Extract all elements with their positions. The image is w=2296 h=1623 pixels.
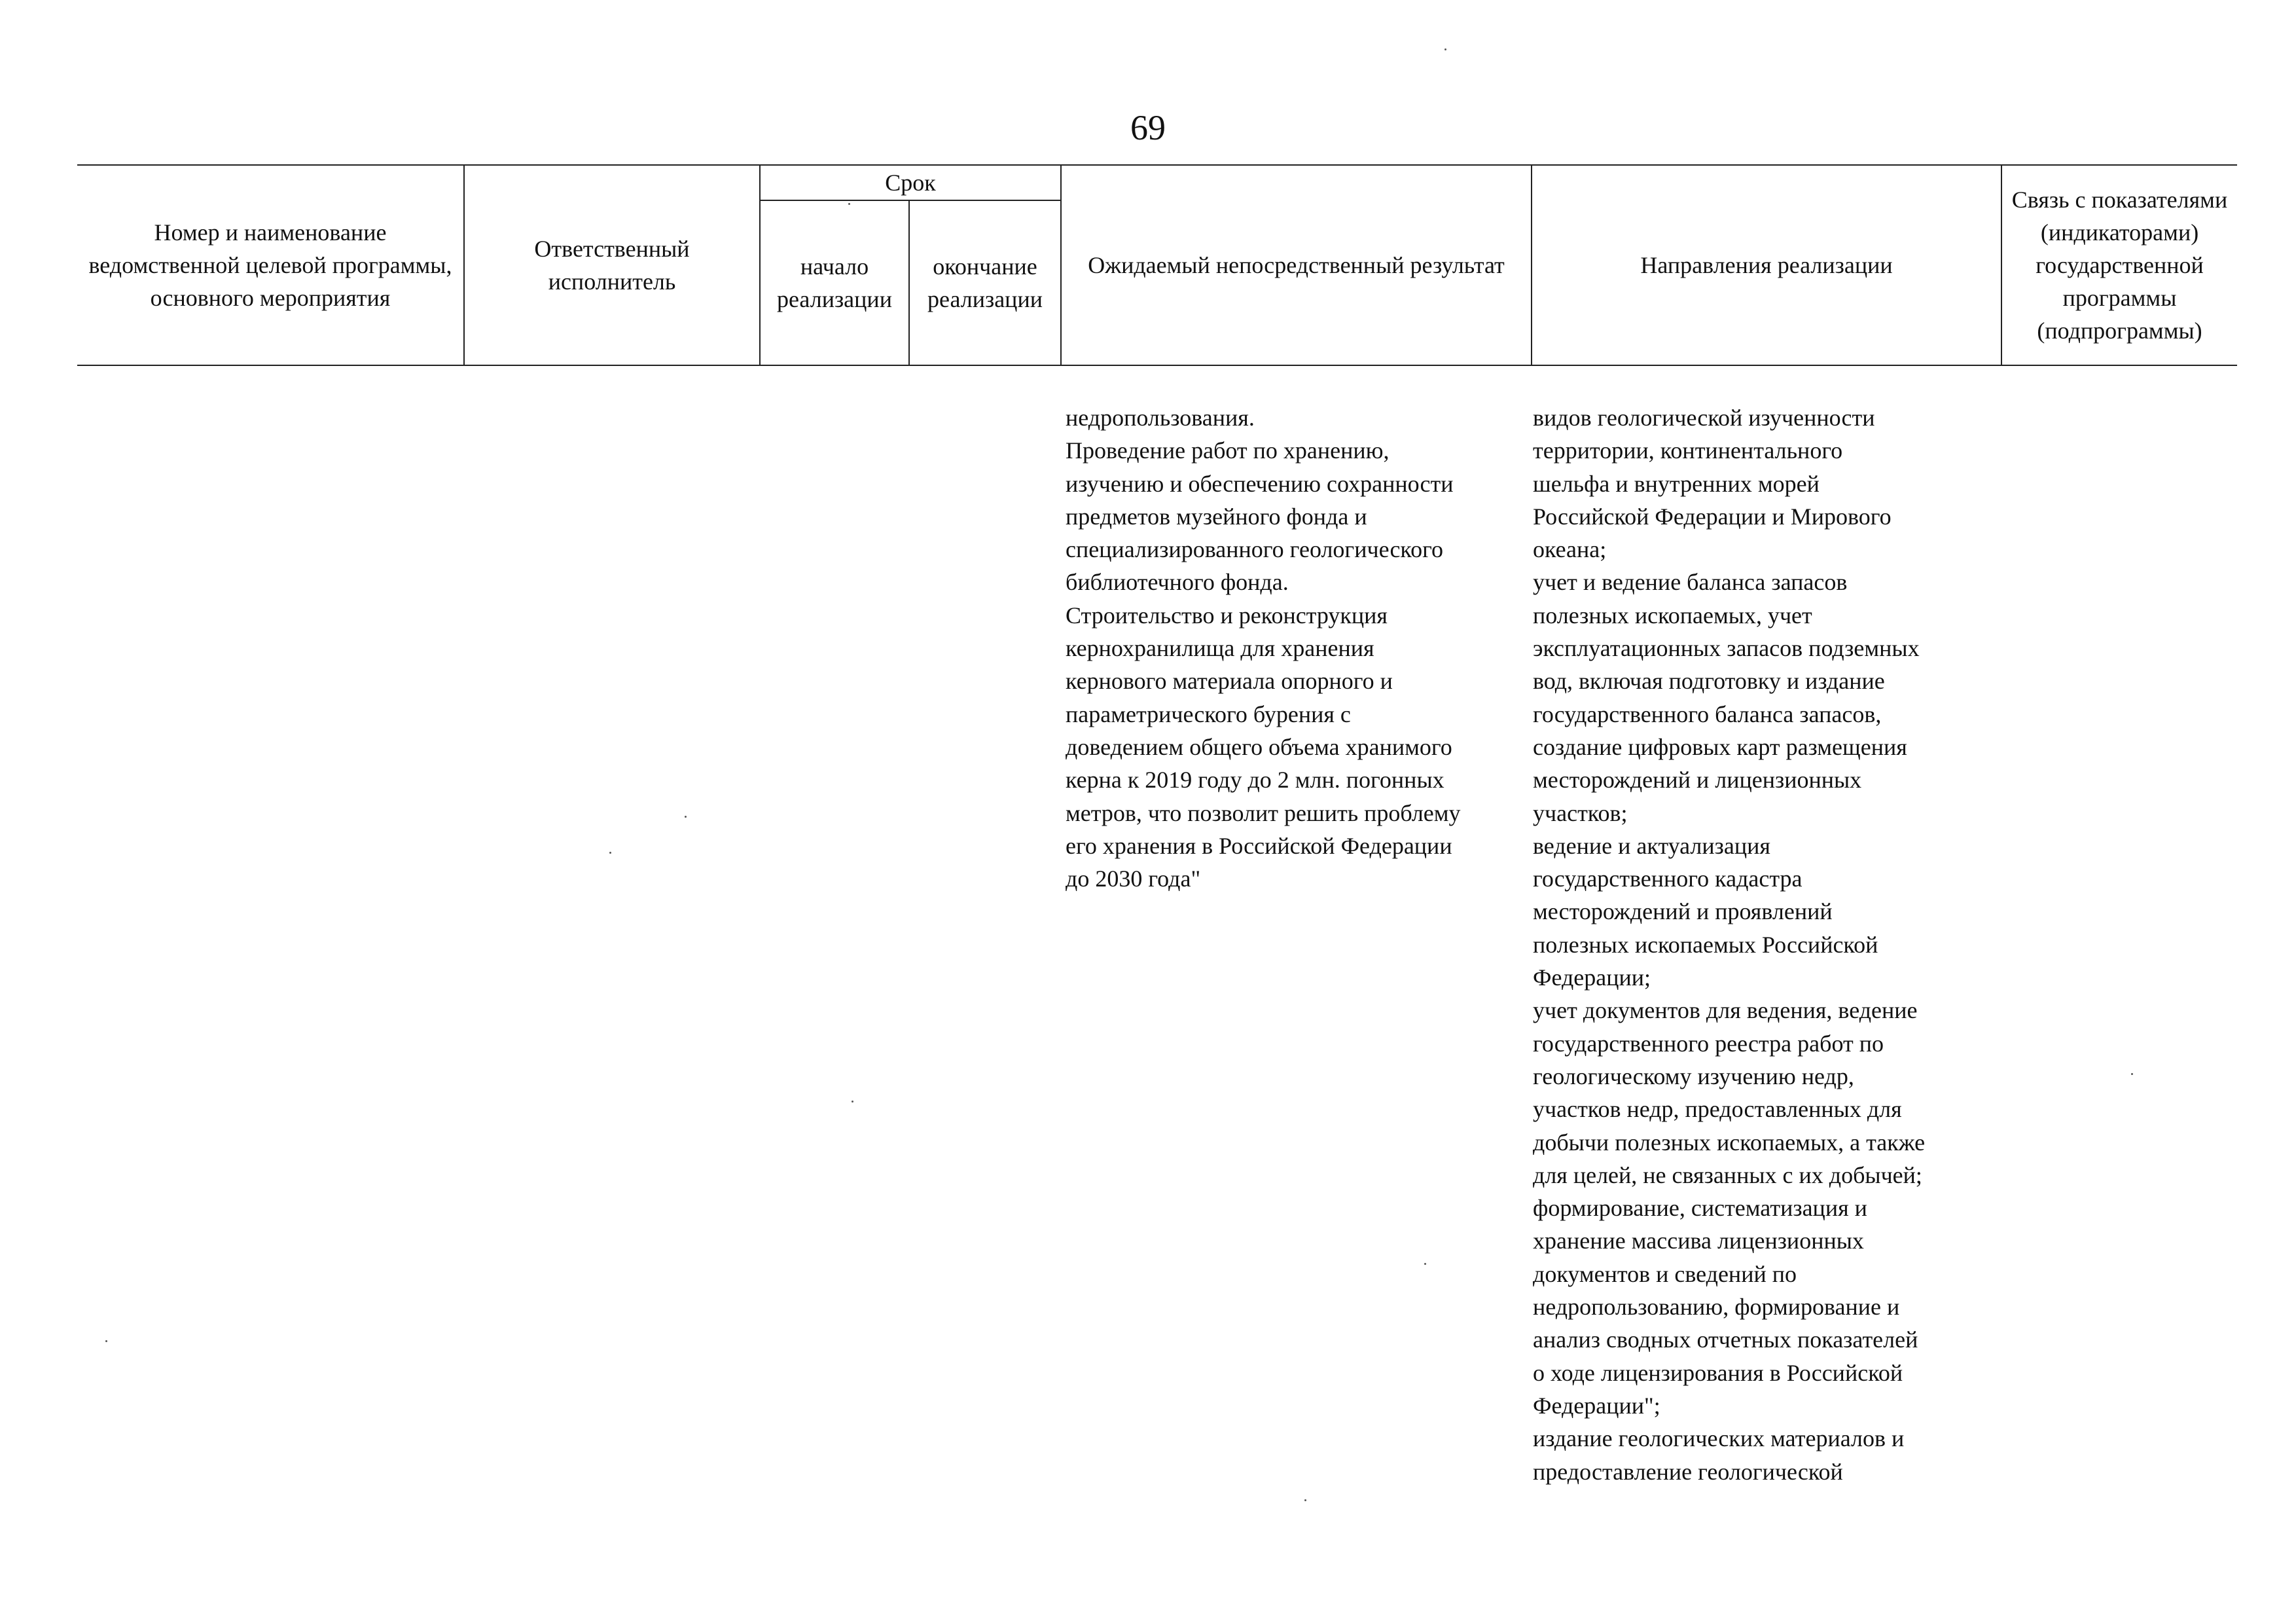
scan-speck (609, 852, 611, 854)
scan-speck (848, 203, 850, 205)
header-term-group: Срок (760, 165, 1061, 200)
header-directions: Направления реализации (1532, 165, 2001, 365)
header-expected-result: Ожидаемый непосредственный результат (1061, 165, 1532, 365)
header-responsible-executor: Ответственный исполнитель (464, 165, 760, 365)
scan-speck (105, 1340, 107, 1342)
header-indicators-link: Связь с показателями (индикаторами) государственной программы (подпрограммы) (2001, 165, 2237, 365)
header-term-start: начало реализации (760, 200, 909, 365)
expected-result-text: недропользования. Проведение работ по хранению, изучению и обеспечению сохранности предметов музейного фонда и специализированного геологического библиотечного фонда. Строительство и реконструкция кернохранилища для хранения кернового материала опорного и параметрического бурения с доведением общего объема хранимого керна к 2019 году до 2 млн. погонных метров, что позволит решить проблему его хранения в Российской Федерации до 2030 года" (1066, 405, 1461, 892)
scan-speck (1444, 48, 1446, 50)
table-header (77, 164, 2237, 366)
scan-speck (685, 816, 687, 818)
scan-speck (852, 1101, 853, 1103)
header-term-end: окончание реализации (909, 200, 1061, 365)
scan-speck (1304, 1499, 1306, 1501)
scan-speck (2131, 1073, 2133, 1075)
page-number: 69 (1130, 108, 1166, 147)
scan-speck (1424, 1263, 1426, 1265)
directions-text: видов геологической изученности территории, континентального шельфа и внутренних морей Российской Федерации и Мирового океана; учет и ведение баланса запасов полезных ископаемых, учет эксплуатационных запасов подземных вод, включая подготовку и издание государственного баланса запасов, создание цифровых карт размещения месторождений и лицензионных участков; ведение и актуализация государственного кадастра месторождений и проявлений полезных ископаемых Российской Федерации; учет документов для ведения, ведение государственного реестра работ по геологическому изучению недр, участков недр, предоставленных для добычи полезных ископаемых, а также для целей, не связанных с их добычей; формирование, систематизация и хранение массива лицензионных документов и сведений по недропользованию, формирование и анализ сводных отчетных показателей о ходе лицензирования в Российской Федерации"; издание геологических материалов и предоставление геологической (1533, 405, 1926, 1485)
header-program-name: Номер и наименование ведомственной целевой программы, основного мероприятия (77, 165, 464, 365)
